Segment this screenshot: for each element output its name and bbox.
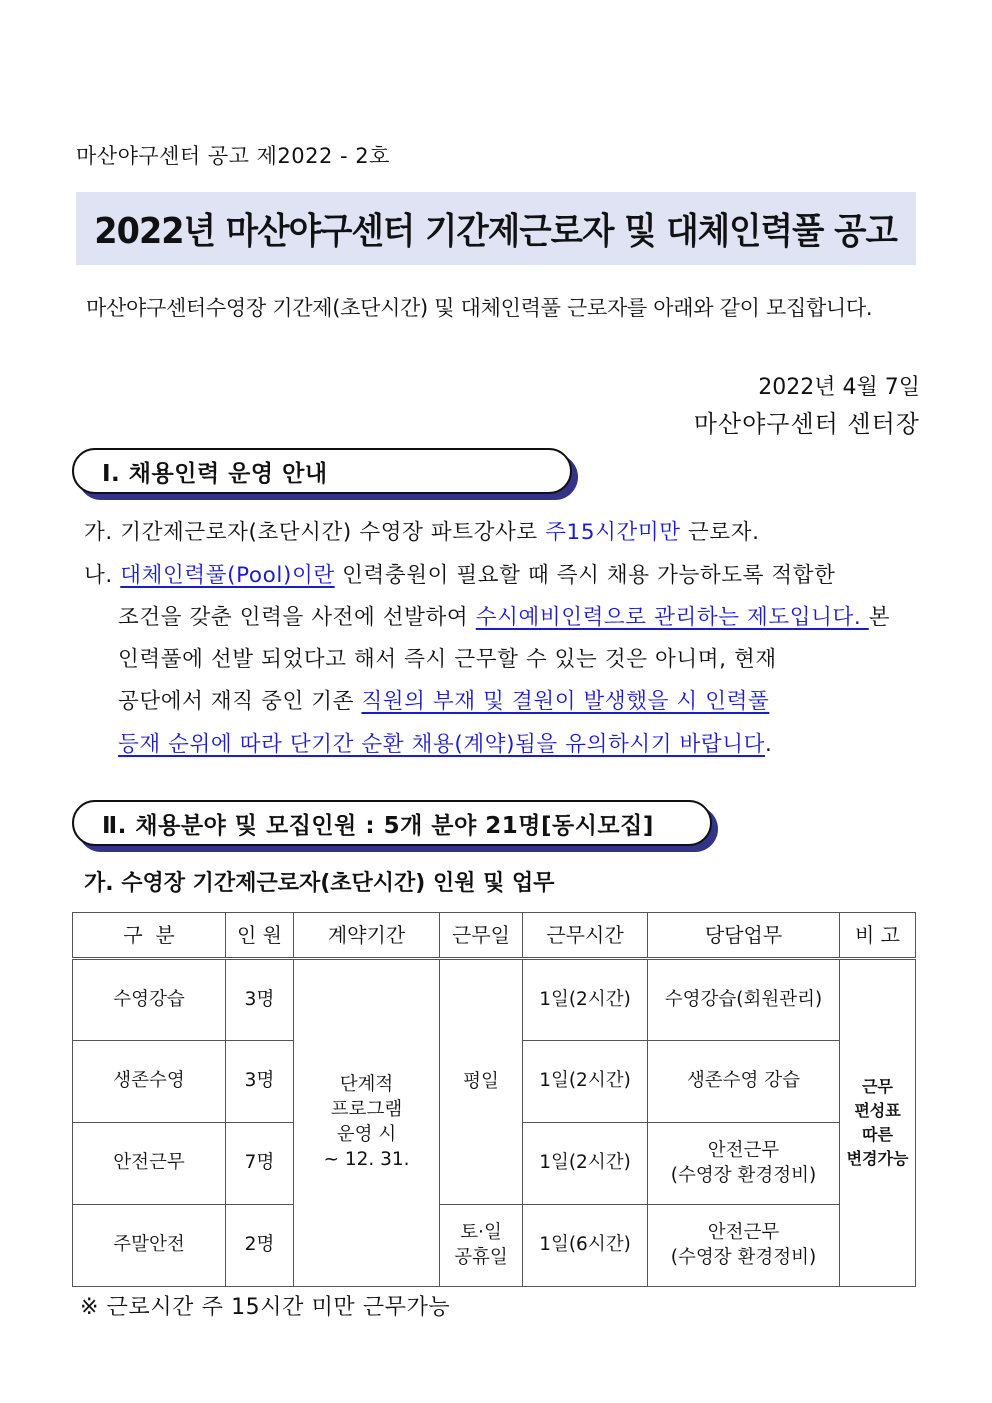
- table-row: [73, 959, 916, 1041]
- remark-cell: [840, 959, 916, 1287]
- item-b-line2-plain: 조건을 갖춘 인력을 사전에 선발하여: [118, 605, 476, 630]
- weekday-cell: 평일: [440, 959, 523, 1205]
- header-remark: 비 고: [840, 913, 916, 959]
- header-hours: 근무시간: [523, 913, 648, 959]
- item-a: [84, 515, 760, 546]
- row-count: 3명: [226, 959, 294, 1041]
- item-b-line4-highlight: 직원의 부재 및 결원이 발생했을 시 인력풀: [361, 689, 770, 714]
- contract-period-line: ~ 12. 31.: [323, 1148, 410, 1170]
- row-duty: 수영강습(회원관리): [648, 959, 840, 1041]
- contract-period-line: 단계적: [339, 1074, 394, 1096]
- section1-heading-frame: [72, 448, 572, 494]
- row-workday: [440, 1205, 523, 1287]
- header-category: 구 분: [73, 913, 226, 959]
- header-workday: 근무일: [440, 913, 523, 959]
- item-b-line3: 인력풀에 선발 되었다고 해서 즉시 근무할 수 있는 것은 아니며, 현재: [118, 647, 777, 672]
- notice-number: 마산야구센터 공고 제2022 - 2호: [76, 144, 390, 168]
- item-b-prefix: 나.: [84, 563, 121, 588]
- header-duty: 당담업무: [648, 913, 840, 959]
- row-count: 7명: [226, 1123, 294, 1205]
- remark-line: 편성표: [854, 1101, 901, 1120]
- header-contract-period: 계약기간: [294, 913, 440, 959]
- remark-line: 근무: [862, 1077, 893, 1096]
- row-duty: [648, 1205, 840, 1287]
- row-workday-line1: 토·일: [460, 1221, 502, 1243]
- notice-date: 2022년 4월 7일: [758, 375, 920, 400]
- row-count: 3명: [226, 1041, 294, 1123]
- row-duty: [648, 1123, 840, 1205]
- row-category: 주말안전: [73, 1205, 226, 1287]
- item-b-line2-highlight: 수시예비인력으로 관리하는 제도입니다.: [475, 605, 869, 630]
- row-hours: 1일(2시간): [523, 959, 648, 1041]
- section1-heading-box: [72, 448, 572, 494]
- row-hours: 1일(6시간): [523, 1205, 648, 1287]
- row-hours: 1일(2시간): [523, 1123, 648, 1205]
- item-b-line5-highlight: 등재 순위에 따라 단기간 순환 채용(계약)됨을 유의하시기 바랍니다: [118, 732, 765, 757]
- section2-heading: Ⅱ. 채용분야 및 모집인원 : 5개 분야 21명[동시모집]: [102, 812, 654, 839]
- page-title: 2022년 마산야구센터 기간제근로자 및 대체인력풀 공고: [94, 211, 898, 252]
- item-b-line5-rest: .: [764, 732, 773, 757]
- item-b-line4-plain: 공단에서 재직 중인 기존: [118, 689, 362, 714]
- title-banner: [76, 192, 916, 265]
- section1-heading: Ⅰ. 채용인력 운영 안내: [102, 460, 328, 487]
- section2-heading-box: [72, 800, 712, 846]
- row-hours: 1일(2시간): [523, 1041, 648, 1123]
- contract-period-line: 운영 시: [336, 1124, 397, 1145]
- remark-line: 변경가능: [846, 1149, 909, 1168]
- intro-text: 마산야구센터수영장 기간제(초단시간) 및 대체인력풀 근로자를 아래와 같이 모집합니다.: [86, 296, 873, 320]
- row-workday-line2: 공휴일: [454, 1246, 508, 1268]
- header-count: 인 원: [226, 913, 294, 959]
- item-a-prefix: 가. 기간제근로자(초단시간) 수영장 파트강사로: [84, 520, 546, 545]
- row-duty: 생존수영 강습: [648, 1041, 840, 1123]
- row-duty-line1: 안전근무: [707, 1221, 780, 1243]
- item-b-line1-rest: 인력충원이 필요할 때 즉시 채용 가능하도록 적합한: [334, 563, 836, 588]
- item-b-line1: [84, 558, 836, 589]
- issuer: 마산야구센터 센터장: [693, 410, 920, 438]
- contract-period-cell: [294, 959, 440, 1287]
- table-row: [73, 1205, 916, 1287]
- item-b-line2: [118, 600, 890, 631]
- row-count: 2명: [226, 1205, 294, 1287]
- sub-heading: 가. 수영장 기간제근로자(초단시간) 인원 및 업무: [84, 871, 555, 896]
- row-duty-line2: (수영장 환경정비): [670, 1246, 817, 1268]
- contract-period-line: 프로그램: [330, 1099, 403, 1121]
- item-a-suffix: 근로자.: [680, 520, 760, 545]
- item-b-pool-definition: 대체인력풀(Pool)이란: [120, 563, 335, 588]
- row-category: 생존수영: [73, 1041, 226, 1123]
- row-duty-line2: (수영장 환경정비): [670, 1164, 817, 1186]
- row-category: 안전근무: [73, 1123, 226, 1205]
- recruitment-table: [72, 912, 916, 1287]
- row-duty-line1: 안전근무: [707, 1139, 780, 1161]
- item-b-line5: [118, 727, 772, 758]
- item-a-highlight: 주15시간미만: [545, 520, 681, 545]
- section2-heading-frame: [72, 800, 712, 846]
- row-category: 수영강습: [73, 959, 226, 1041]
- table-header-row: [73, 913, 916, 959]
- footnote: ※ 근로시간 주 15시간 미만 근무가능: [80, 1295, 451, 1320]
- remark-line: 따른: [862, 1125, 893, 1144]
- item-b-line2-rest: 본: [868, 605, 891, 630]
- item-b-line4: [118, 684, 769, 715]
